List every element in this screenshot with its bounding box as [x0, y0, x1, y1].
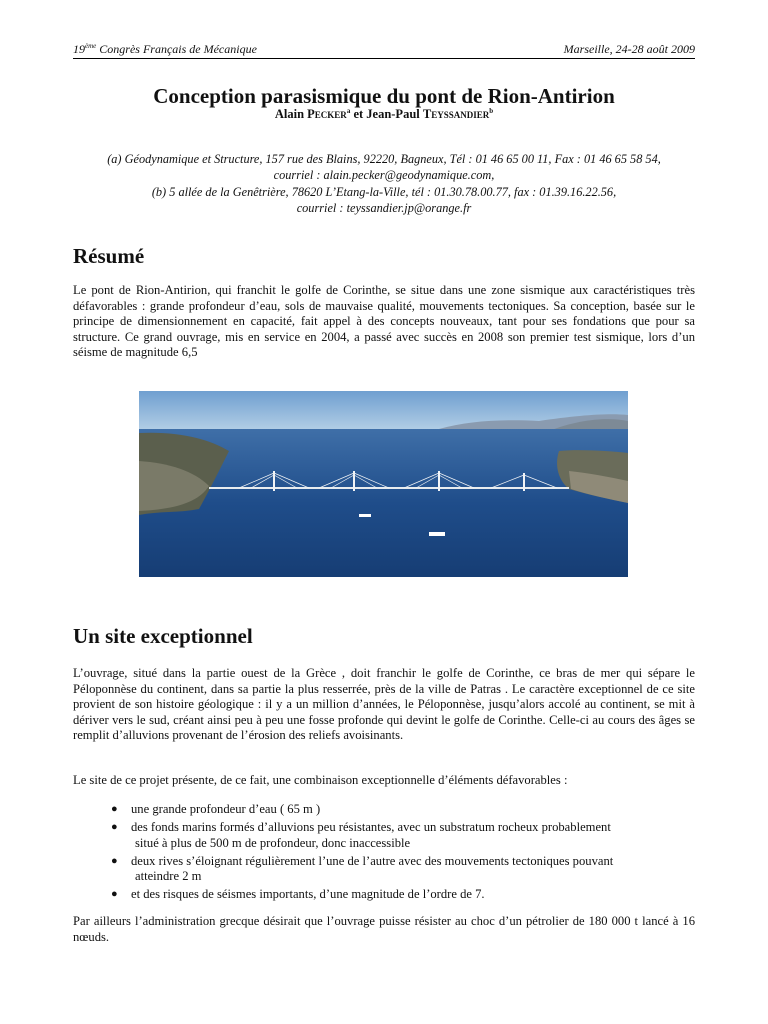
paper-title: Conception parasismique du pont de Rion-Antirion [153, 84, 615, 108]
bridge-aerial-photo [139, 391, 628, 577]
running-header [73, 40, 695, 59]
conference-place-date: Marseille, 24-28 août 2009 [563, 42, 695, 56]
affiliation-line: (a) Géodynamique et Structure, 157 rue des Blains, 92220, Bagneux, Tél : 01 46 65 00 11, Fax : 01 46 65 58 54, [107, 152, 661, 166]
list-item: ● une grande profondeur d’eau ( 65 m ) [111, 802, 321, 816]
paper-authors: Alain Pecker$^a$ et Jean-Paul Teyssandier$^b$ [274, 107, 494, 121]
site-paragraph-2: Le site de ce projet présente, de ce fait, une combinaison exceptionnelle d’éléments défavorables : [73, 773, 568, 787]
affiliation-line: courriel : alain.pecker@geodynamique.com, [273, 168, 495, 183]
site-heading: Un site exceptionnel [73, 624, 253, 648]
resume-text: Le pont de Rion-Antirion, qui franchit le golfe de Corinthe, se situe dans une zone sismique aux caractéristiques très défavorables : grande profondeur d’eau, sols de mauvaise qualité, mouvements tectoniques. Sa conception, basée sur le principe de dimensionnement en capacité, fait appel à des concepts nouveaux, tant pour ses fondations que pour sa structure. Ce grand ouvrage, mis en service en 2004, a passé avec succès en 2008 son premier test sismique, lors d’un séisme de magnitude 6,5 [73, 283, 695, 360]
list-item: ● deux rives s’éloignant régulièrement l’une de l’autre avec des mouvements tectoniques pouvant atteindre 2 m [111, 853, 614, 884]
resume-heading: Résumé [73, 244, 145, 268]
conference-name: 19ème Congrès Français de Mécanique [73, 42, 257, 56]
list-item: ● des fonds marins formés d’alluvions peu résistantes, avec un substratum rocheux probablement situé à plus de 500 m de profondeur, donc inaccessible [111, 820, 611, 850]
affiliation-line: (b) 5 allée de la Genêtrière, 78620 L’Etang-la-Ville, tél : 01.30.78.00.77, fax : 01.39.16.22.56, [151, 184, 617, 199]
site-paragraph-3: Par ailleurs l’administration grecque désirait que l’ouvrage puisse résister au choc d’un pétrolier de 180 000 t lancé à 16 nœuds. [73, 914, 695, 944]
unfavourable-elements-list [73, 802, 695, 906]
list-item: ● et des risques de séismes importants, d’une magnitude de l’ordre de 7. [111, 887, 485, 902]
bridge-photo-illustration [139, 391, 628, 577]
affiliations [73, 151, 695, 216]
site-paragraph-1: L’ouvrage, situé dans la partie ouest de la Grèce , doit franchir le golfe de Corinthe, ce bras de mer qui sépare le Péloponnèse du continent, dans sa partie la plus resserrée, près de la ville de Patras . Le caractère exceptionnel de ce site provient de son histoire géologique : il y a un million d’années, le Péloponnèse, jusqu’alors accolé au continent, se mit à dériver vers le sud, créant ainsi peu à peu une fosse profonde qui devint le golfe de Corinthe. Celle-ci au cours des âges se remplit d’alluvions provenant de l’érosion des reliefs avoisinants. [73, 666, 695, 743]
affiliation-line: courriel : teyssandier.jp@orange.fr [296, 200, 472, 215]
